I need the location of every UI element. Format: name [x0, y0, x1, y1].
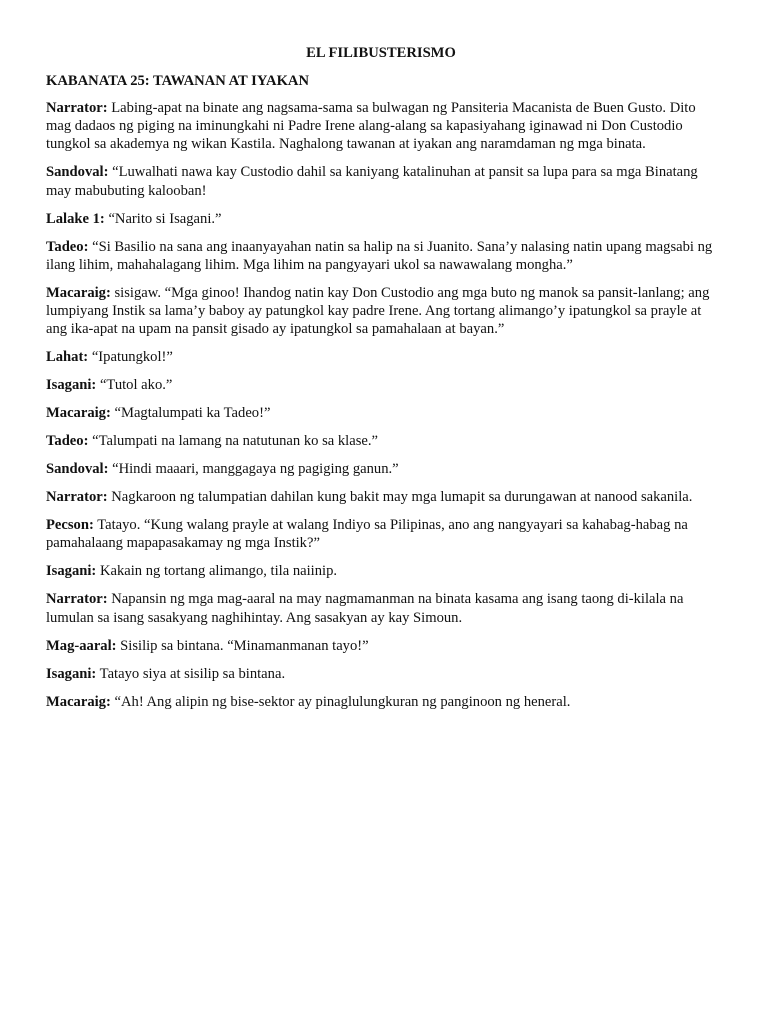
dialogue-text: “Ah! Ang alipin ng bise-sektor ay pinaglulungkuran ng panginoon ng heneral. — [114, 693, 571, 710]
speaker-name: Narrator: — [46, 489, 108, 506]
dialogue-text: Tatayo. “Kung walang prayle at walang Indiyo sa Pilipinas, ano ang nangyayari sa kahabag-habag na pamahalaang mapapasakamay ng mga Instik?” — [46, 517, 688, 552]
dialogue-text: Kakain ng tortang alimango, tila naiinip. — [99, 563, 338, 580]
dialogue-line — [46, 665, 716, 683]
speaker-name: Macaraig: — [46, 284, 111, 301]
speaker-name: Tadeo: — [46, 433, 89, 450]
dialogue-text: “Ipatungkol!” — [91, 349, 173, 366]
speaker-name: Sandoval: — [46, 164, 109, 181]
dialogue-line — [46, 238, 716, 274]
dialogue-text: “Narito si Isagani.” — [108, 210, 222, 227]
dialogue-line — [46, 562, 716, 580]
dialogue-line — [46, 693, 716, 711]
speaker-name: Macaraig: — [46, 693, 111, 710]
speaker-name: Narrator: — [46, 591, 108, 608]
dialogue-text: Napansin ng mga mag-aaral na may nagmamanman na binata kasama ang isang taong di-kilala na lumulan sa isang sasakyang naghihintay. Ang sasakyan ay kay Simoun. — [46, 591, 684, 626]
dialogue-text: sisigaw. “Mga ginoo! Ihandog natin kay Don Custodio ang mga buto ng manok sa pansit-lanlang; ang lumpiyang Instik sa lama’y baboy ay patungkol kay padre Irene. Ang tortang alimango’y ipatungkol sa prayle at ang ika-apat na upam na pansit gisado ay ipatungkol sa pamahalaan at bayan.” — [46, 284, 710, 338]
dialogue-text: “Magtalumpati ka Tadeo!” — [114, 405, 271, 422]
dialogue-line — [46, 432, 716, 450]
dialogue-line — [46, 210, 716, 228]
dialogue-line — [46, 460, 716, 478]
dialogue-text: “Luwalhati nawa kay Custodio dahil sa kaniyang katalinuhan at pansit sa lupa para sa mga Binatang may mabubuting kalooban! — [46, 164, 698, 199]
speaker-name: Tadeo: — [46, 238, 89, 255]
dialogue-line — [46, 590, 716, 626]
document-title: EL FILIBUSTERISMO — [306, 45, 456, 61]
dialogue-text: Labing-apat na binate ang nagsama-sama sa bulwagan ng Pansiteria Macanista de Buen Gusto. Dito mag dadaos ng piging na iminungkahi ni Padre Irene alang-alang sa kapasiyahang iginawad ni Don Custodio tungkol sa akademya ng wikan Kastila. Naghalong tawanan at iyakan ang naramdaman ng mga binata. — [46, 100, 696, 153]
dialogue-text: “Talumpati na lamang na natutunan ko sa klase.” — [92, 433, 378, 450]
dialogue-line — [46, 348, 716, 366]
speaker-name: Lahat: — [46, 349, 89, 366]
speaker-name: Macaraig: — [46, 405, 111, 422]
speaker-name: Lalake 1: — [46, 210, 105, 227]
dialogue-text: Nagkaroon ng talumpatian dahilan kung bakit may mga lumapit sa durungawan at nanood sakanila. — [111, 489, 693, 506]
speaker-name: Isagani: — [46, 665, 97, 682]
dialogue-text: Tatayo siya at sisilip sa bintana. — [99, 665, 286, 682]
dialogue-line — [46, 284, 716, 339]
speaker-name: Mag-aaral: — [46, 637, 117, 654]
dialogue-line — [46, 376, 716, 394]
dialogue-text: Sisilip sa bintana. “Minamanmanan tayo!” — [120, 637, 369, 654]
speaker-name: Isagani: — [46, 377, 97, 394]
speaker-name: Isagani: — [46, 563, 97, 580]
dialogue-line — [46, 99, 716, 154]
dialogue-line — [46, 637, 716, 655]
dialogue-text: “Si Basilio na sana ang inaanyayahan natin sa halip na si Juanito. Sana’y nalasing natin upang magsabi ng ilang lihim, mahahalagang lihim. Mga lihim na pangyayari ukol sa nawawalang mongha.” — [46, 238, 713, 273]
dialogue-line — [46, 488, 716, 506]
dialogue-line — [46, 404, 716, 422]
chapter-heading: KABANATA 25: TAWANAN AT IYAKAN — [46, 73, 309, 89]
speaker-name: Pecson: — [46, 517, 94, 534]
speaker-name: Sandoval: — [46, 461, 109, 478]
dialogue-text: “Hindi maaari, manggagaya ng pagiging ganun.” — [112, 461, 399, 478]
speaker-name: Narrator: — [46, 100, 108, 116]
dialogue-line — [46, 163, 716, 199]
dialogue-line — [46, 516, 716, 552]
dialogue-text: “Tutol ako.” — [99, 377, 173, 394]
script-body — [46, 99, 716, 711]
